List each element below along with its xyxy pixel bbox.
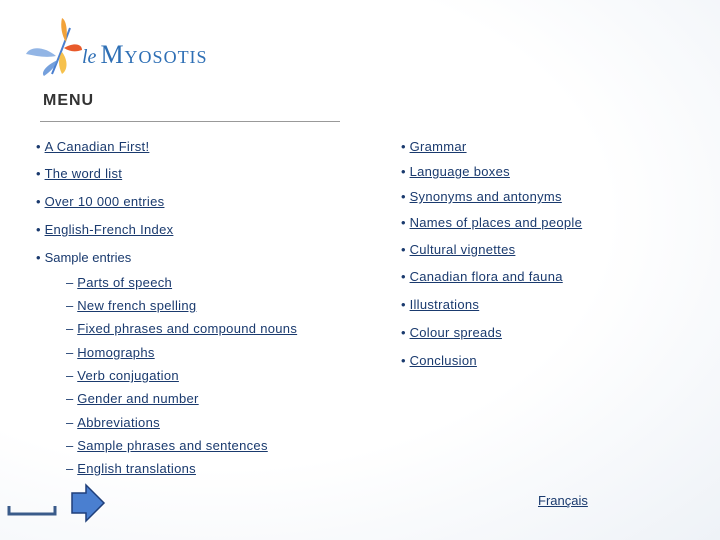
right-arrow-icon	[70, 483, 106, 523]
menu-divider	[40, 121, 340, 122]
menu-title: MENU	[43, 92, 95, 109]
bullet-icon: •	[401, 189, 406, 204]
bullet-icon: •	[401, 164, 406, 179]
bullet-icon: •	[36, 250, 41, 265]
left-item-5	[36, 250, 131, 265]
link-parts-of-speech[interactable]: Parts of speech	[77, 275, 173, 290]
language-switch-link[interactable]: Français	[538, 493, 588, 508]
sub-item-3[interactable]	[66, 321, 297, 336]
logo-prefix: le	[82, 46, 97, 68]
sub-item-8[interactable]	[66, 438, 268, 453]
sub-item-5[interactable]	[66, 368, 179, 383]
bullet-icon: •	[401, 325, 406, 340]
link-abbreviations[interactable]: Abbreviations	[77, 415, 160, 430]
link-cultural-vignettes[interactable]: Cultural vignettes	[409, 242, 516, 257]
bullet-icon: •	[36, 194, 41, 209]
sub-item-7[interactable]	[66, 415, 160, 430]
dash-marker: –	[66, 321, 74, 336]
link-language-boxes[interactable]: Language boxes	[409, 164, 510, 179]
link-names-places-people[interactable]: Names of places and people	[409, 215, 583, 230]
link-new-french-spelling[interactable]: New french spelling	[77, 298, 197, 313]
link-colour-spreads[interactable]: Colour spreads	[409, 325, 502, 340]
right-item-5[interactable]	[401, 242, 515, 257]
dash-marker: –	[66, 415, 74, 430]
left-item-2[interactable]	[36, 166, 122, 181]
dash-marker: –	[66, 391, 74, 406]
bullet-icon: •	[401, 242, 406, 257]
right-item-8[interactable]	[401, 325, 502, 340]
bullet-icon: •	[401, 353, 406, 368]
link-synonyms-antonyms[interactable]: Synonyms and antonyms	[409, 189, 562, 204]
next-button[interactable]	[70, 483, 106, 523]
bullet-icon: •	[401, 139, 406, 154]
link-english-translations[interactable]: English translations	[77, 461, 196, 476]
dash-marker: –	[66, 461, 74, 476]
dash-marker: –	[66, 438, 74, 453]
left-item-4[interactable]	[36, 222, 173, 237]
link-a-canadian-first[interactable]: A Canadian First!	[44, 139, 150, 154]
link-illustrations[interactable]: Illustrations	[409, 297, 480, 312]
sub-item-2[interactable]	[66, 298, 196, 313]
right-item-4[interactable]	[401, 215, 582, 230]
right-item-6[interactable]	[401, 269, 563, 284]
sample-entries-heading: Sample entries	[44, 250, 132, 265]
bullet-icon: •	[401, 269, 406, 284]
right-item-3[interactable]	[401, 189, 562, 204]
link-gender-and-number[interactable]: Gender and number	[77, 391, 199, 406]
link-fixed-phrases[interactable]: Fixed phrases and compound nouns	[77, 321, 298, 336]
link-verb-conjugation[interactable]: Verb conjugation	[77, 368, 179, 383]
link-word-list[interactable]: The word list	[44, 166, 123, 181]
dash-marker: –	[66, 345, 74, 360]
bullet-icon: •	[401, 297, 406, 312]
sub-item-6[interactable]	[66, 391, 199, 406]
left-item-3[interactable]	[36, 194, 164, 209]
sub-item-1[interactable]	[66, 275, 172, 290]
logo-brand: Myosotis	[100, 40, 208, 69]
logo	[22, 16, 242, 78]
dash-marker: –	[66, 275, 74, 290]
link-english-french-index[interactable]: English-French Index	[44, 222, 174, 237]
bullet-icon: •	[36, 139, 41, 154]
right-item-1[interactable]	[401, 139, 467, 154]
left-item-1[interactable]	[36, 139, 149, 154]
link-over-10000-entries[interactable]: Over 10 000 entries	[44, 194, 165, 209]
sub-item-4[interactable]	[66, 345, 155, 360]
bullet-icon: •	[401, 215, 406, 230]
sub-item-9[interactable]	[66, 461, 196, 476]
right-item-7[interactable]	[401, 297, 479, 312]
logo-wordmark	[82, 40, 208, 70]
dash-marker: –	[66, 298, 74, 313]
back-bracket-icon	[7, 484, 57, 516]
link-grammar[interactable]: Grammar	[409, 139, 467, 154]
link-sample-phrases[interactable]: Sample phrases and sentences	[77, 438, 268, 453]
dash-marker: –	[66, 368, 74, 383]
right-item-9[interactable]	[401, 353, 477, 368]
link-homographs[interactable]: Homographs	[77, 345, 155, 360]
link-flora-fauna[interactable]: Canadian flora and fauna	[409, 269, 563, 284]
bullet-icon: •	[36, 166, 41, 181]
bullet-icon: •	[36, 222, 41, 237]
right-item-2[interactable]	[401, 164, 510, 179]
back-button[interactable]	[7, 484, 57, 516]
link-conclusion[interactable]: Conclusion	[409, 353, 477, 368]
